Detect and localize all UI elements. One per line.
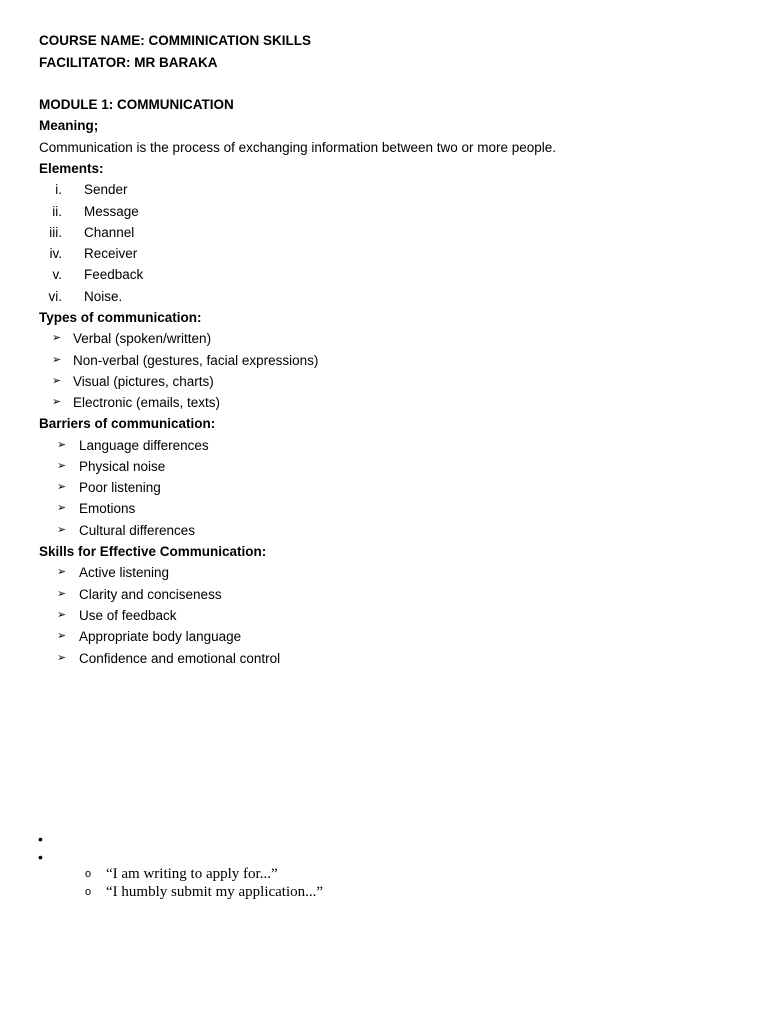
circle-bullet-icon: o [85,886,92,898]
arrow-bullet-icon: ➢ [57,481,67,493]
list-text: Verbal (spoken/written) [73,331,212,346]
elements-heading: Elements: [39,161,104,176]
quote-text: “I humbly submit my application...” [106,884,324,900]
arrow-bullet-icon: ➢ [52,332,62,344]
list-number: i. [55,182,62,197]
arrow-bullet-icon: ➢ [57,630,67,642]
meaning-text: Communication is the process of exchanging information between two or more people. [39,140,557,155]
arrow-bullet-icon: ➢ [52,354,62,366]
arrow-bullet-icon: ➢ [57,502,67,514]
facilitator: FACILITATOR: MR BARAKA [39,55,218,70]
list-text: Appropriate body language [79,629,242,644]
meaning-heading: Meaning; [39,118,99,133]
list-text: Electronic (emails, texts) [73,395,221,410]
arrow-bullet-icon: ➢ [57,652,67,664]
list-text: Message [84,204,139,219]
bullet-icon: • [38,849,43,865]
arrow-bullet-icon: ➢ [52,375,62,387]
list-text: Visual (pictures, charts) [73,374,214,389]
list-number: v. [52,267,62,282]
bullet-icon: • [38,831,43,847]
list-text: Sender [84,182,128,197]
list-text: Language differences [79,438,209,453]
arrow-bullet-icon: ➢ [57,566,67,578]
list-text: Clarity and conciseness [79,587,222,602]
list-number: iii. [49,225,62,240]
arrow-bullet-icon: ➢ [57,588,67,600]
list-text: Receiver [84,246,138,261]
skills-heading: Skills for Effective Communication: [39,544,267,559]
list-text: Use of feedback [79,608,177,623]
list-text: Active listening [79,565,170,580]
arrow-bullet-icon: ➢ [57,609,67,621]
list-text: Non-verbal (gestures, facial expressions) [73,353,319,368]
list-text: Poor listening [79,480,161,495]
list-text: Physical noise [79,459,166,474]
list-number: vi. [48,289,62,304]
types-heading: Types of communication: [39,310,202,325]
list-number: ii. [52,204,62,219]
list-text: Noise. [84,289,123,304]
arrow-bullet-icon: ➢ [57,460,67,472]
list-text: Feedback [84,267,144,282]
module-title: MODULE 1: COMMUNICATION [39,97,234,112]
list-text: Confidence and emotional control [79,651,281,666]
list-text: Cultural differences [79,523,196,538]
arrow-bullet-icon: ➢ [57,524,67,536]
list-number: iv. [49,246,62,261]
quote-text: “I am writing to apply for...” [106,866,278,882]
circle-bullet-icon: o [85,868,92,880]
arrow-bullet-icon: ➢ [52,396,62,408]
barriers-heading: Barriers of communication: [39,416,216,431]
list-text: Channel [84,225,135,240]
course-name: COURSE NAME: COMMINICATION SKILLS [39,33,311,48]
list-text: Emotions [79,501,136,516]
arrow-bullet-icon: ➢ [57,439,67,451]
